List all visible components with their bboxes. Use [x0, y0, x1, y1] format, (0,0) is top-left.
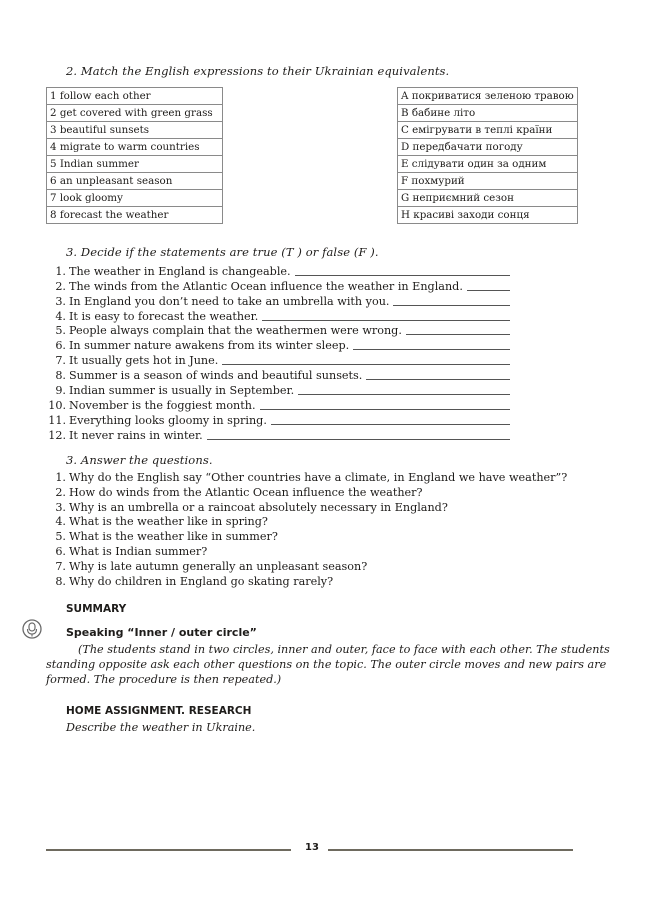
footer-rule-right	[328, 849, 573, 851]
question-number: 6.	[55, 545, 66, 558]
statement-text: In summer nature awakens from its winter sleep.	[69, 339, 350, 352]
table-row	[47, 88, 223, 105]
answer-blank[interactable]	[262, 319, 510, 321]
question-number: 5.	[55, 530, 66, 543]
question-text: Why is an umbrella or a raincoat absolutely necessary in England?	[69, 501, 448, 514]
question-item	[44, 500, 448, 515]
statement-item	[44, 353, 510, 368]
question-number: 1.	[55, 471, 66, 484]
table-cell: F похмурий	[398, 173, 578, 190]
table-cell: D передбачати погоду	[398, 139, 578, 156]
statement-text: November is the foggiest month.	[69, 399, 256, 412]
table-row	[398, 190, 578, 207]
statement-number: 12.	[48, 429, 66, 442]
question-number: 7.	[55, 560, 66, 573]
statement-number: 6.	[55, 339, 66, 352]
task2-title: 2. Match the English expressions to their Ukrainian equivalents.	[66, 64, 450, 78]
statement-item	[44, 383, 510, 398]
question-number: 8.	[55, 575, 66, 588]
question-text: What is Indian summer?	[69, 545, 208, 558]
microphone-icon	[22, 619, 42, 639]
statement-number: 8.	[55, 369, 66, 382]
speaking-description-line3: formed. The procedure is then repeated.)	[46, 673, 282, 686]
table-cell: 8 forecast the weather	[47, 207, 223, 224]
statement-number: 10.	[48, 399, 66, 412]
statement-text: The weather in England is changeable.	[69, 265, 291, 278]
ukrainian-equivalents-table	[397, 87, 578, 224]
statement-item	[44, 338, 510, 353]
table-row	[47, 190, 223, 207]
statement-item	[44, 309, 510, 324]
table-row	[398, 105, 578, 122]
question-text: What is the weather like in spring?	[69, 515, 268, 528]
table-row	[398, 173, 578, 190]
statement-text: Everything looks gloomy in spring.	[69, 414, 267, 427]
answer-blank[interactable]	[366, 378, 510, 380]
question-item	[44, 529, 278, 544]
question-item	[44, 544, 207, 559]
statement-item	[44, 398, 510, 413]
statement-number: 3.	[55, 295, 66, 308]
question-item	[44, 559, 367, 574]
answer-blank[interactable]	[207, 438, 510, 440]
answer-blank[interactable]	[295, 274, 510, 276]
answer-blank[interactable]	[353, 348, 510, 350]
table-cell: G неприємний сезон	[398, 190, 578, 207]
table-cell: 7 look gloomy	[47, 190, 223, 207]
table-cell: 3 beautiful sunsets	[47, 122, 223, 139]
table-cell: H красиві заходи сонця	[398, 207, 578, 224]
statement-number: 2.	[55, 280, 66, 293]
statement-text: It usually gets hot in June.	[69, 354, 219, 367]
table-cell: 4 migrate to warm countries	[47, 139, 223, 156]
question-item	[44, 485, 423, 500]
task4-title: 3. Answer the questions.	[66, 453, 213, 467]
answer-blank[interactable]	[393, 304, 510, 306]
table-row	[398, 156, 578, 173]
answer-blank[interactable]	[260, 408, 510, 410]
statement-text: Indian summer is usually in September.	[69, 384, 295, 397]
statement-text: Summer is a season of winds and beautiful sunsets.	[69, 369, 363, 382]
statement-text: It never rains in winter.	[69, 429, 203, 442]
footer-rule-left	[46, 849, 291, 851]
statement-text: In England you don’t need to take an umbrella with you.	[69, 295, 390, 308]
question-item	[44, 574, 333, 589]
task3-title: 3. Decide if the statements are true (T ) or false (F ).	[66, 245, 379, 259]
answer-blank[interactable]	[406, 333, 510, 335]
table-cell: 2 get covered with green grass	[47, 105, 223, 122]
home-assignment-heading: HOME ASSIGNMENT. RESEARCH	[66, 705, 252, 717]
statement-number: 1.	[55, 265, 66, 278]
statement-item	[44, 368, 510, 383]
statement-number: 9.	[55, 384, 66, 397]
question-text: How do winds from the Atlantic Ocean influence the weather?	[69, 486, 423, 499]
page-number: 13	[305, 842, 319, 853]
table-row	[47, 173, 223, 190]
summary-heading: SUMMARY	[66, 603, 127, 615]
statement-text: People always complain that the weathermen were wrong.	[69, 324, 402, 337]
question-text: Why do the English say “Other countries have a climate, in England we have weather”?	[69, 471, 568, 484]
question-number: 4.	[55, 515, 66, 528]
speaking-title: Speaking “Inner / outer circle”	[66, 626, 257, 639]
speaking-description-line2: standing opposite ask each other questions on the topic. The outer circle moves and new pairs are	[46, 658, 607, 671]
table-row	[47, 139, 223, 156]
statement-item	[44, 323, 510, 338]
question-item	[44, 514, 268, 529]
table-row	[47, 156, 223, 173]
table-cell: E слідувати один за одним	[398, 156, 578, 173]
table-row	[398, 207, 578, 224]
statement-item	[44, 264, 510, 279]
answer-blank[interactable]	[222, 363, 510, 365]
question-text: Why is late autumn generally an unpleasant season?	[69, 560, 368, 573]
table-cell: B бабине літо	[398, 105, 578, 122]
statement-item	[44, 413, 510, 428]
question-item	[44, 470, 567, 485]
question-text: Why do children in England go skating rarely?	[69, 575, 334, 588]
table-row	[398, 139, 578, 156]
table-row	[47, 105, 223, 122]
speaking-description-line1: (The students stand in two circles, inner and outer, face to face with each other. The students	[78, 643, 610, 656]
question-number: 2.	[55, 486, 66, 499]
answer-blank[interactable]	[271, 423, 510, 425]
table-cell: A покриватися зеленою травою	[398, 88, 578, 105]
table-cell: 5 Indian summer	[47, 156, 223, 173]
statement-text: The winds from the Atlantic Ocean influence the weather in England.	[69, 280, 463, 293]
table-cell: C емігрувати в теплі країни	[398, 122, 578, 139]
table-row	[47, 122, 223, 139]
statement-text: It is easy to forecast the weather.	[69, 310, 259, 323]
answer-blank[interactable]	[298, 393, 510, 395]
table-row	[398, 122, 578, 139]
statement-item	[44, 279, 510, 294]
table-cell: 1 follow each other	[47, 88, 223, 105]
statement-number: 5.	[55, 324, 66, 337]
answer-blank[interactable]	[467, 289, 510, 291]
question-number: 3.	[55, 501, 66, 514]
statement-number: 4.	[55, 310, 66, 323]
english-expressions-table	[46, 87, 223, 224]
statement-number: 11.	[48, 414, 66, 427]
statement-item	[44, 294, 510, 309]
table-row	[47, 207, 223, 224]
question-text: What is the weather like in summer?	[69, 530, 278, 543]
table-row	[398, 88, 578, 105]
home-assignment-text: Describe the weather in Ukraine.	[66, 721, 256, 734]
table-cell: 6 an unpleasant season	[47, 173, 223, 190]
statement-item	[44, 428, 510, 443]
statement-number: 7.	[55, 354, 66, 367]
